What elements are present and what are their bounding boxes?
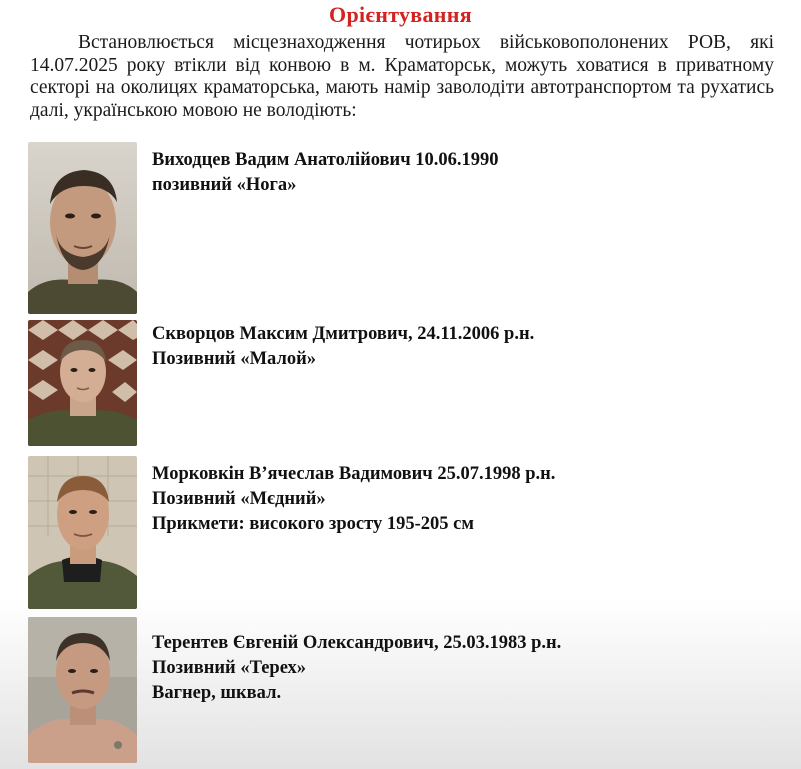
- person-photo: [28, 456, 137, 609]
- person-name-line: Морковкін В’ячеслав Вадимович 25.07.1998 р.н.: [152, 464, 556, 484]
- person-callsign-line: Позивний «Мєдний»: [152, 489, 326, 509]
- person-features-line: Прикмети: високого зросту 195-205 см: [152, 514, 474, 534]
- person-details: [152, 631, 561, 706]
- person-details: [152, 322, 534, 372]
- person-name-line: Скворцов Максим Дмитрович, 24.11.2006 р.н.: [152, 324, 535, 344]
- person-photo: [28, 320, 137, 446]
- person-callsign-line: позивний «Нога»: [152, 175, 297, 195]
- person-details: [152, 462, 555, 537]
- person-photo: [28, 142, 137, 314]
- person-name-line: Терентев Євгеній Олександрович, 25.03.1983 р.н.: [152, 633, 562, 653]
- person-callsign-line: Позивний «Малой»: [152, 349, 316, 369]
- person-photo: [28, 617, 137, 763]
- person-callsign-line: Позивний «Терех»: [152, 658, 307, 678]
- person-details: [152, 148, 499, 198]
- notice-title: Орієнтування: [329, 2, 472, 27]
- person-affiliation-line: Вагнер, шквал.: [152, 683, 282, 703]
- person-name-line: Виходцев Вадим Анатолійович 10.06.1990: [152, 150, 499, 170]
- notice-intro: Встановлюється місцезнаходження чотирьох військовополонених РОВ, які 14.07.2025 року втікли від конвою в м. Краматорськ, можуть ховатися в приватному секторі на околицях краматорська, мають намір заволодіти автотранспортом та рухатись далі, українською мовою не володіють:: [30, 32, 774, 121]
